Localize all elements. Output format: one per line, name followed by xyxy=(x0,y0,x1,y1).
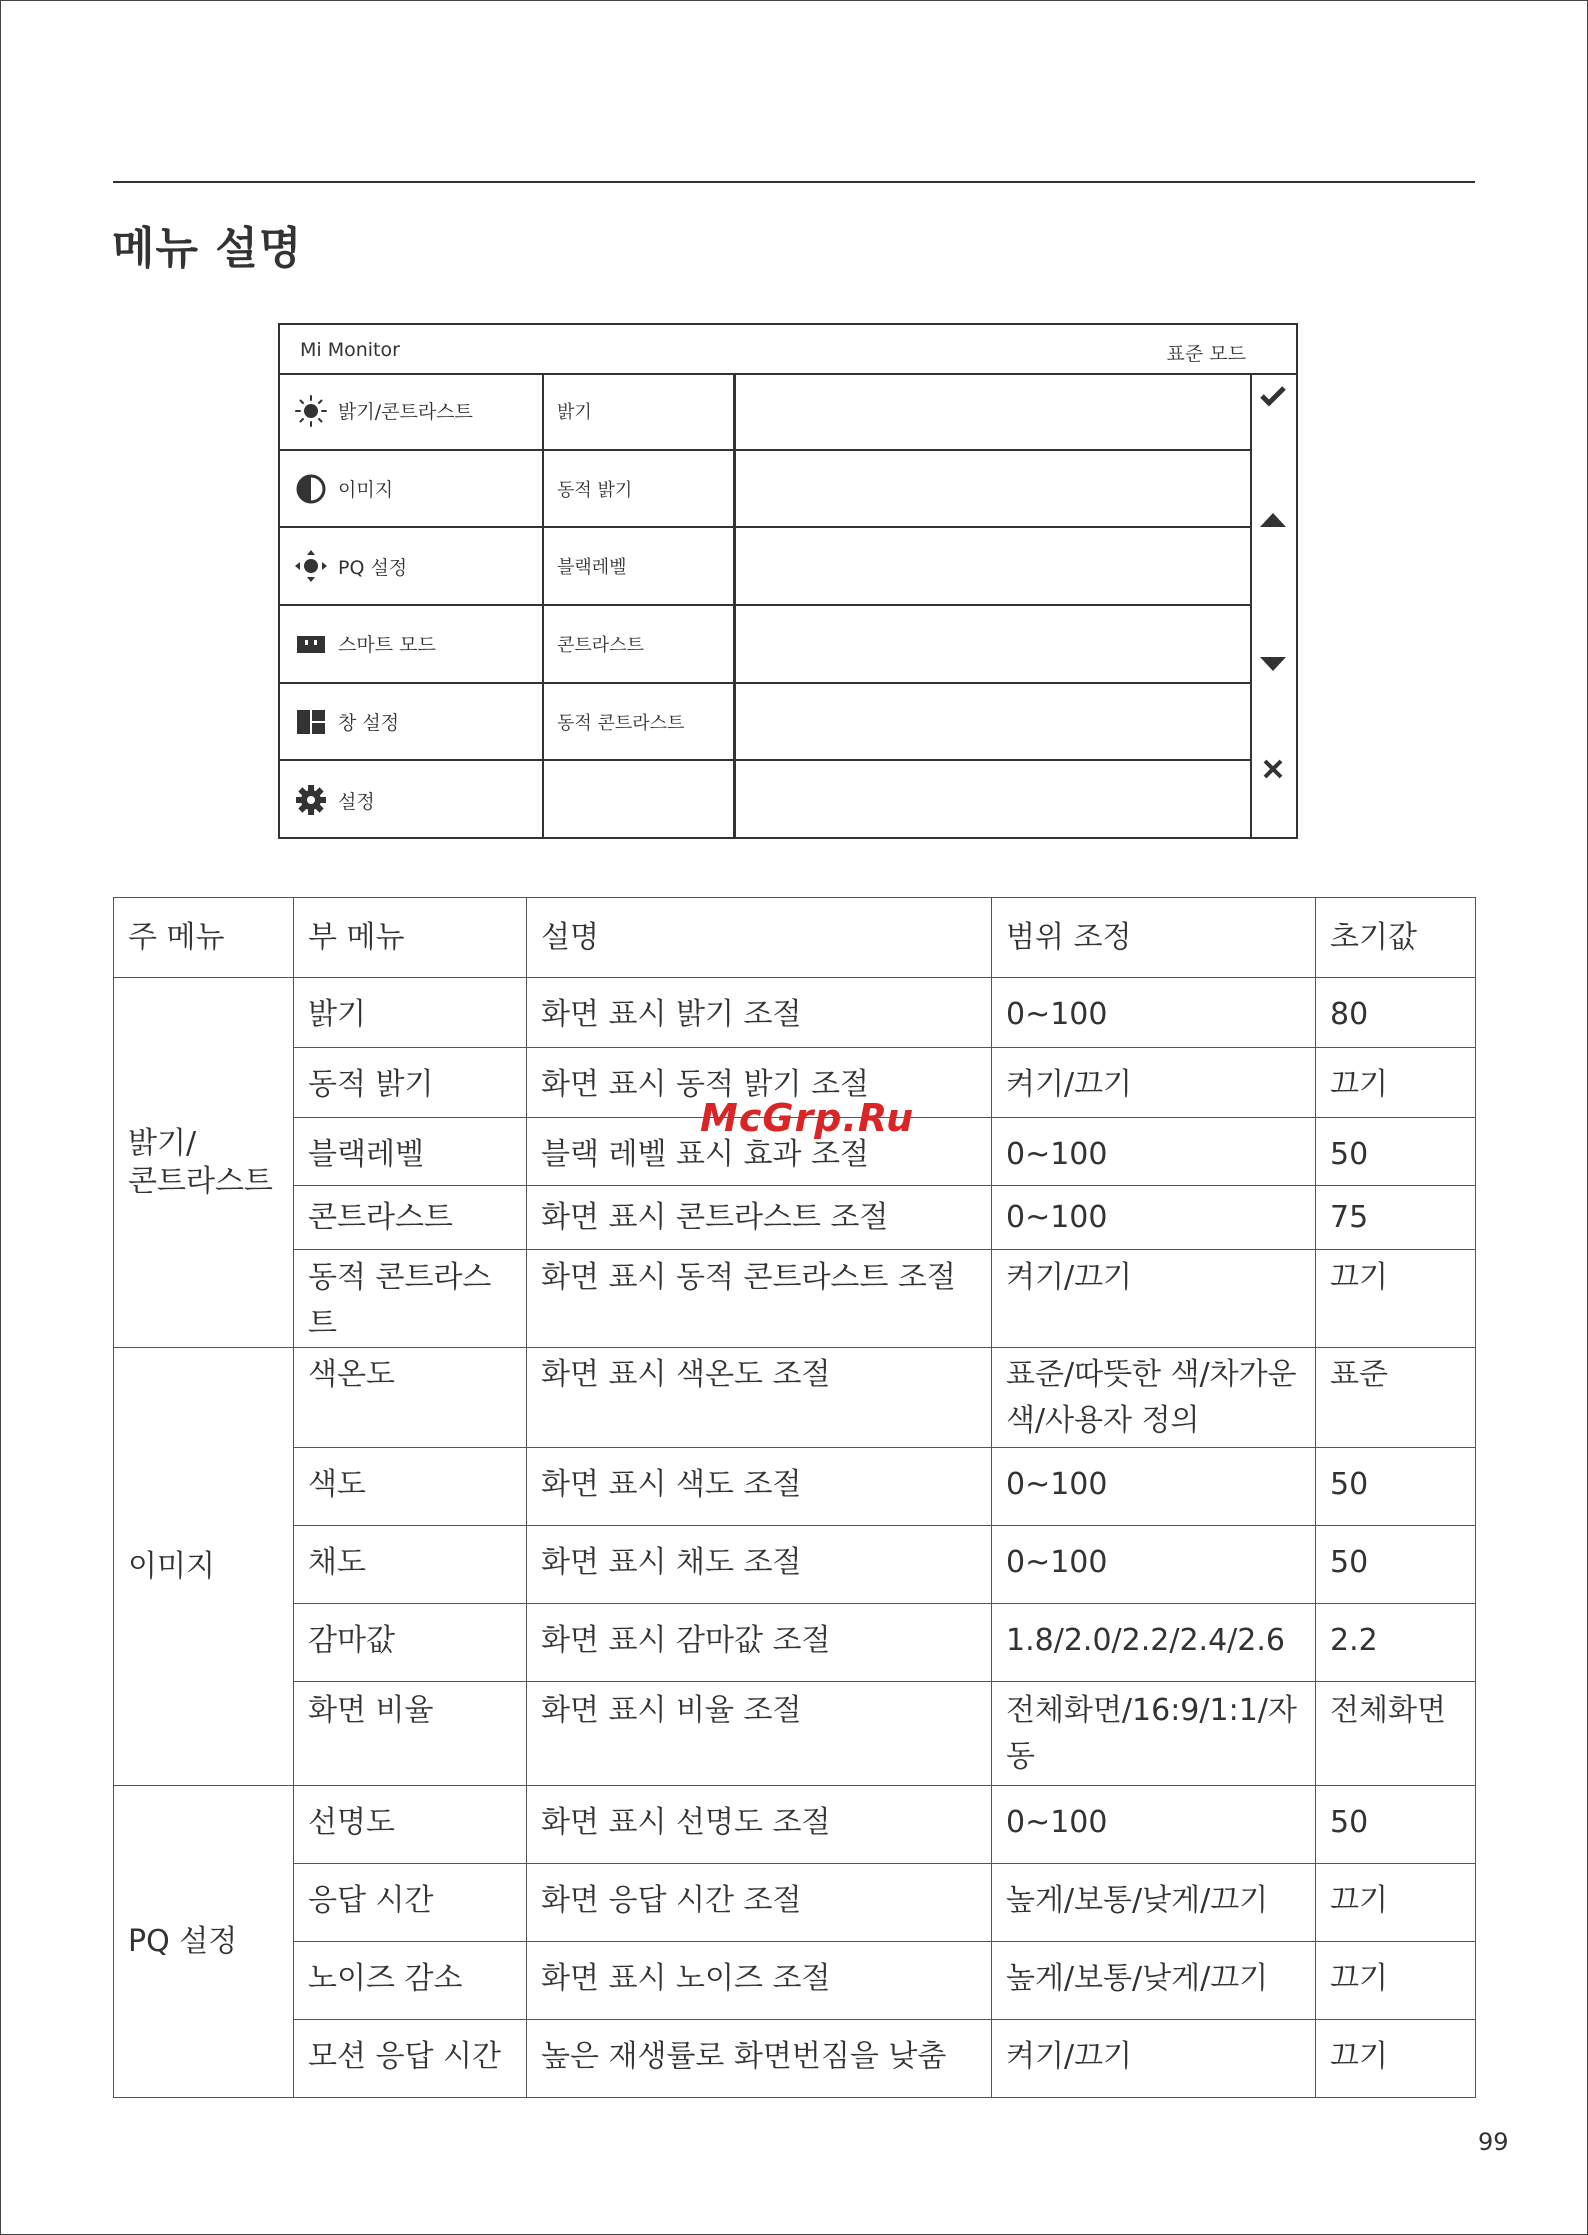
range-cell: 켜기/끄기 xyxy=(992,1048,1316,1118)
osd-main-label: 스마트 모드 xyxy=(338,634,436,657)
table-row xyxy=(114,1942,1476,2020)
arrow-up-icon[interactable] xyxy=(1250,513,1296,527)
table-row xyxy=(114,1250,1476,1348)
page-title: 메뉴 설명 xyxy=(112,223,303,274)
description-cell: 화면 표시 색온도 조절 xyxy=(527,1348,992,1448)
osd-menu-diagram xyxy=(278,323,1298,839)
sub-menu-cell: 화면 비율 xyxy=(294,1682,527,1786)
sub-menu-cell: 채도 xyxy=(294,1526,527,1604)
osd-value-cell xyxy=(734,606,1252,684)
default-cell: 끄기 xyxy=(1316,2020,1476,2098)
contrast-circle-icon xyxy=(294,472,328,506)
sub-menu-cell: 감마값 xyxy=(294,1604,527,1682)
default-cell: 50 xyxy=(1316,1786,1476,1864)
osd-sub-item[interactable]: 콘트라스트 xyxy=(543,606,735,684)
range-cell: 0~100 xyxy=(992,1526,1316,1604)
main-menu-cell: 밝기/ 콘트라스트 xyxy=(114,978,294,1348)
table-row xyxy=(114,2020,1476,2098)
range-cell: 1.8/2.0/2.2/2.4/2.6 xyxy=(992,1604,1316,1682)
description-cell: 화면 표시 선명도 조절 xyxy=(527,1786,992,1864)
range-cell: 높게/보통/낮게/끄기 xyxy=(992,1942,1316,2020)
table-row xyxy=(114,1526,1476,1604)
header-description: 설명 xyxy=(527,898,992,978)
default-cell: 전체화면 xyxy=(1316,1682,1476,1786)
table-row xyxy=(114,1682,1476,1786)
range-cell: 높게/보통/낮게/끄기 xyxy=(992,1864,1316,1942)
range-cell: 전체화면/16:9/1:1/자동 xyxy=(992,1682,1316,1786)
osd-sub-item[interactable]: 동적 콘트라스트 xyxy=(543,684,735,762)
sub-menu-cell: 밝기 xyxy=(294,978,527,1048)
description-cell: 화면 표시 밝기 조절 xyxy=(527,978,992,1048)
default-cell: 끄기 xyxy=(1316,1250,1476,1348)
table-header-row xyxy=(114,898,1476,978)
osd-main-item-brightness[interactable] xyxy=(280,373,544,451)
sub-menu-cell: 블랙레벨 xyxy=(294,1118,527,1186)
top-rule xyxy=(113,181,1475,183)
osd-app-name: Mi Monitor xyxy=(300,339,400,361)
osd-controls xyxy=(1250,373,1296,839)
osd-sub-item[interactable]: 밝기 xyxy=(543,373,735,451)
window-layout-icon xyxy=(294,705,328,739)
osd-main-item-image[interactable] xyxy=(280,451,544,529)
table-row xyxy=(114,1864,1476,1942)
main-menu-cell: PQ 설정 xyxy=(114,1786,294,2098)
range-cell: 0~100 xyxy=(992,978,1316,1048)
osd-mode-label: 표준 모드 xyxy=(1166,343,1246,365)
watermark: McGrp.Ru xyxy=(700,1096,915,1140)
range-cell: 0~100 xyxy=(992,1448,1316,1526)
range-cell: 0~100 xyxy=(992,1786,1316,1864)
osd-main-item-smart-mode[interactable] xyxy=(280,606,544,684)
osd-sub-item[interactable] xyxy=(543,761,735,839)
header-range: 범위 조정 xyxy=(992,898,1316,978)
osd-value-cell xyxy=(734,684,1252,762)
osd-sub-item[interactable]: 블랙레벨 xyxy=(543,528,735,606)
table-row xyxy=(114,1348,1476,1448)
osd-sub-item[interactable]: 동적 밝기 xyxy=(543,451,735,529)
default-cell: 50 xyxy=(1316,1118,1476,1186)
sub-menu-cell: 색온도 xyxy=(294,1348,527,1448)
default-cell: 표준 xyxy=(1316,1348,1476,1448)
header-main-menu: 주 메뉴 xyxy=(114,898,294,978)
osd-main-label: 이미지 xyxy=(338,479,394,502)
default-cell: 80 xyxy=(1316,978,1476,1048)
description-cell: 화면 표시 채도 조절 xyxy=(527,1526,992,1604)
main-menu-cell: 이미지 xyxy=(114,1348,294,1786)
description-cell: 높은 재생률로 화면번짐을 낮춤 xyxy=(527,2020,992,2098)
check-icon[interactable] xyxy=(1250,385,1296,407)
range-cell: 0~100 xyxy=(992,1118,1316,1186)
default-cell: 50 xyxy=(1316,1526,1476,1604)
default-cell: 끄기 xyxy=(1316,1864,1476,1942)
sub-menu-cell: 색도 xyxy=(294,1448,527,1526)
table-row xyxy=(114,1604,1476,1682)
description-cell: 화면 표시 노이즈 조절 xyxy=(527,1942,992,2020)
description-cell: 화면 표시 비율 조절 xyxy=(527,1682,992,1786)
page-number: 99 xyxy=(1478,2128,1509,2156)
osd-value-cell xyxy=(734,528,1252,606)
header-default: 초기값 xyxy=(1316,898,1476,978)
description-cell: 화면 표시 콘트라스트 조절 xyxy=(527,1186,992,1250)
osd-main-label: 창 설정 xyxy=(338,712,400,735)
osd-sub-menu xyxy=(543,373,735,839)
sub-menu-cell: 동적 콘트라스트 xyxy=(294,1250,527,1348)
osd-main-menu xyxy=(280,373,544,839)
osd-value-cell xyxy=(734,373,1252,451)
table-row xyxy=(114,978,1476,1048)
osd-header xyxy=(280,325,1296,375)
osd-main-item-settings[interactable] xyxy=(280,761,544,839)
table-row xyxy=(114,1448,1476,1526)
range-cell: 켜기/끄기 xyxy=(992,1250,1316,1348)
sub-menu-cell: 동적 밝기 xyxy=(294,1048,527,1118)
smart-mode-icon xyxy=(294,627,328,661)
arrow-down-icon[interactable] xyxy=(1250,657,1296,671)
sub-menu-cell: 노이즈 감소 xyxy=(294,1942,527,2020)
description-cell: 화면 표시 색도 조절 xyxy=(527,1448,992,1526)
description-cell: 화면 표시 동적 콘트라스트 조절 xyxy=(527,1250,992,1348)
gear-icon xyxy=(294,783,328,817)
table-row xyxy=(114,1786,1476,1864)
default-cell: 75 xyxy=(1316,1186,1476,1250)
range-cell: 0~100 xyxy=(992,1186,1316,1250)
description-cell: 화면 표시 동적 밝기 조절 xyxy=(527,1048,992,1118)
range-cell: 켜기/끄기 xyxy=(992,2020,1316,2098)
osd-main-label: 밝기/콘트라스트 xyxy=(338,401,473,424)
default-cell: 2.2 xyxy=(1316,1604,1476,1682)
osd-value-cell xyxy=(734,761,1252,839)
sub-menu-cell: 선명도 xyxy=(294,1786,527,1864)
osd-main-item-pq[interactable] xyxy=(280,528,544,606)
dpad-icon xyxy=(294,549,328,583)
description-cell: 블랙 레벨 표시 효과 조절 xyxy=(527,1118,992,1186)
default-cell: 50 xyxy=(1316,1448,1476,1526)
default-cell: 끄기 xyxy=(1316,1942,1476,2020)
description-cell: 화면 표시 감마값 조절 xyxy=(527,1604,992,1682)
osd-value-panel xyxy=(734,373,1252,839)
sub-menu-cell: 콘트라스트 xyxy=(294,1186,527,1250)
osd-value-cell xyxy=(734,451,1252,529)
close-icon[interactable] xyxy=(1250,759,1296,779)
header-sub-menu: 부 메뉴 xyxy=(294,898,527,978)
description-cell: 화면 응답 시간 조절 xyxy=(527,1864,992,1942)
sun-icon xyxy=(294,394,328,428)
table-row xyxy=(114,1186,1476,1250)
sub-menu-cell: 모션 응답 시간 xyxy=(294,2020,527,2098)
range-cell: 표준/따뜻한 색/차가운 색/사용자 정의 xyxy=(992,1348,1316,1448)
osd-main-label: 설정 xyxy=(338,790,375,813)
default-cell: 끄기 xyxy=(1316,1048,1476,1118)
osd-main-label: PQ 설정 xyxy=(338,556,408,579)
sub-menu-cell: 응답 시간 xyxy=(294,1864,527,1942)
osd-main-item-window[interactable] xyxy=(280,684,544,762)
menu-spec-table xyxy=(113,897,1476,2098)
